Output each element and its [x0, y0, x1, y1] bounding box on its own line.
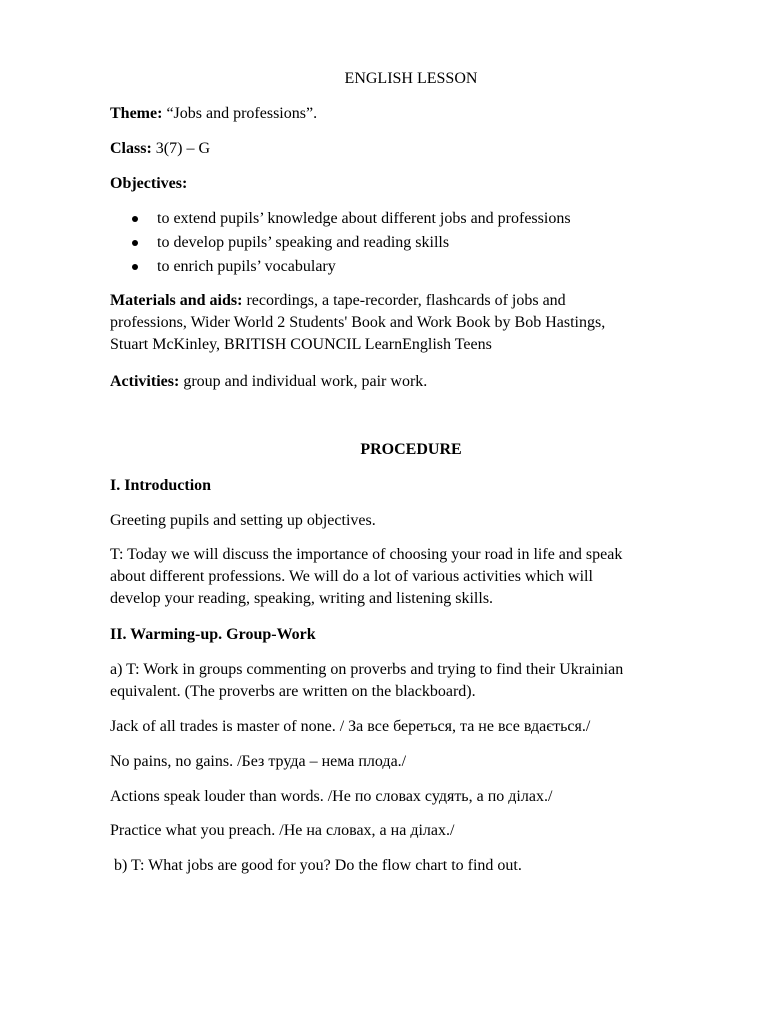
- proverb-line: Jack of all trades is master of none. / За все береться, та не все вдається./: [110, 718, 591, 735]
- greeting-line: Greeting pupils and setting up objectives.: [110, 512, 376, 529]
- objectives-heading: [110, 173, 700, 195]
- bullet-icon: [132, 216, 138, 222]
- objectives-label: Objectives:: [110, 175, 188, 192]
- class-line: [110, 138, 700, 160]
- list-item: to extend pupils’ knowledge about different jobs and professions: [110, 208, 700, 232]
- materials-label: Materials and aids:: [110, 292, 243, 309]
- materials-paragraph: Materials and aids: recordings, a tape-recorder, flashcards of jobs and professions, Wider World 2 Students' Book and Work Book by Bob Hastings, Stuart McKinley, BRITISH COUNCIL LearnEnglish Teens: [110, 292, 606, 353]
- bullet-icon: [132, 264, 138, 270]
- activities-line: [110, 371, 700, 393]
- task-a-paragraph: a) T: Work in groups commenting on proverbs and trying to find their Ukrainian equivalent. (The proverbs are written on the blackboard).: [110, 661, 624, 700]
- list-item: to develop pupils’ speaking and reading skills: [110, 232, 700, 256]
- lesson-title: ENGLISH LESSON: [344, 70, 478, 87]
- objectives-list: [110, 208, 700, 280]
- proverb-line: Actions speak louder than words. /Не по словах судять, а по ділах./: [110, 788, 553, 805]
- activities-label: Activities:: [110, 373, 180, 390]
- class-value: 3(7) – G: [155, 140, 210, 157]
- theme-line: [110, 103, 700, 125]
- procedure-title: PROCEDURE: [360, 441, 462, 458]
- task-b-line: b) T: What jobs are good for you? Do the flow chart to find out.: [110, 857, 522, 874]
- proverb-line: No pains, no gains. /Без труда – нема плода./: [110, 753, 407, 770]
- proverb-line: Practice what you preach. /Не на словах, а на ділах./: [110, 822, 455, 839]
- bullet-icon: [132, 240, 138, 246]
- activities-value: group and individual work, pair work.: [183, 373, 428, 390]
- theme-label: Theme:: [110, 105, 163, 122]
- introduction-heading: I. Introduction: [110, 477, 212, 494]
- list-item: to enrich pupils’ vocabulary: [110, 256, 700, 280]
- theme-value: “Jobs and professions”.: [166, 105, 318, 122]
- teacher-intro-paragraph: T: Today we will discuss the importance of choosing your road in life and speak about different professions. We will do a lot of various activities which will develop your reading, speaking, writing and listening skills.: [110, 546, 623, 607]
- warming-heading: II. Warming-up. Group-Work: [110, 626, 316, 643]
- class-label: Class:: [110, 140, 152, 157]
